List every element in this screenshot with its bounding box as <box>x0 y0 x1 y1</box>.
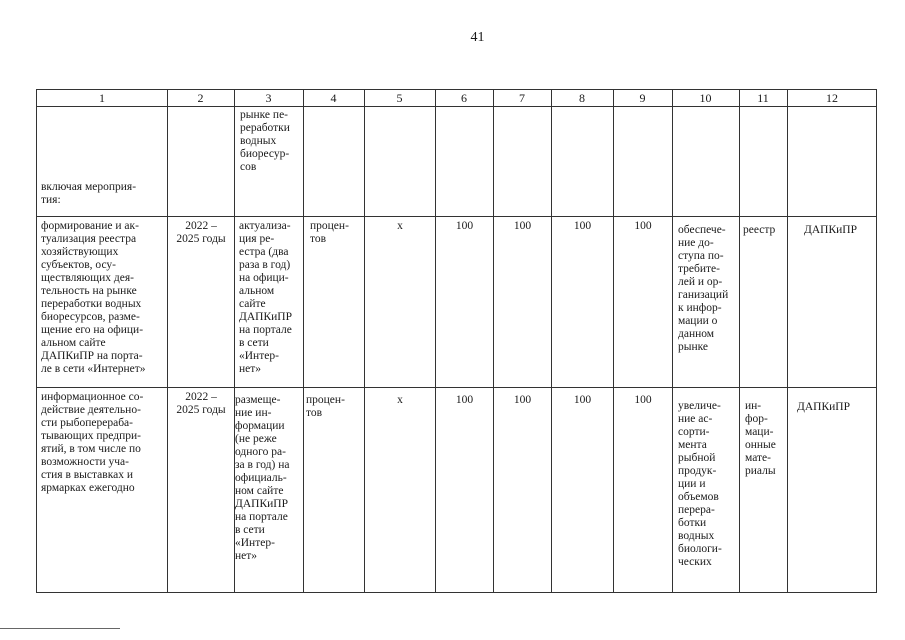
row-b-col-9: 100 <box>634 394 652 406</box>
header-col-9: 9 <box>639 91 646 105</box>
header-col-12: 12 <box>826 91 838 105</box>
footer-rule <box>0 628 120 629</box>
header-col-7: 7 <box>519 91 525 105</box>
continued-row-col-3: рынке пе- реработки водных биоресур- сов <box>240 109 290 173</box>
page-number: 41 <box>470 30 485 45</box>
row-a-col-10: обеспече- ние до- ступа по- требите- лей и ор- ганизаций к инфор- мации о данном рынке <box>678 224 729 353</box>
row-a-col-5: х <box>397 220 403 232</box>
row-a-col-2: 2022 – 2025 годы <box>176 220 226 245</box>
header-col-2: 2 <box>197 91 204 105</box>
row-b-col-11: ин- фор- маци- онные мате- риалы <box>745 400 776 477</box>
header-col-6: 6 <box>461 91 467 105</box>
row-b-col-2: 2022 – 2025 годы <box>176 391 226 416</box>
row-b-col-3: размеще- ние ин- формации (не реже одного ра- за в год) на официаль- ном сайте ДАПКиПР на портале в сети «Интер- нет» <box>235 394 290 562</box>
header-col-4: 4 <box>330 91 337 105</box>
row-b-col-10: увеличе- ние ас- сорти- мента рыбной продук- ции и объемов переpa- ботки водных биологи- ческих <box>678 400 722 568</box>
row-b-col-8: 100 <box>573 394 592 406</box>
row-b-col-6: 100 <box>455 394 474 406</box>
row-a-col-7: 100 <box>513 220 532 232</box>
header-col-10: 10 <box>699 91 712 105</box>
row-a-col-8: 100 <box>573 220 592 232</box>
data-table <box>36 89 877 593</box>
row-b-col-7: 100 <box>513 394 532 406</box>
row-a-col-9: 100 <box>634 220 652 232</box>
row-a-col-12: ДАПКиПР <box>804 224 857 236</box>
header-col-1: 1 <box>99 91 105 105</box>
header-col-3: 3 <box>265 91 272 105</box>
row-a-col-11: реестр <box>743 224 776 236</box>
header-col-8: 8 <box>579 91 585 105</box>
row-b-col-5: х <box>397 394 403 406</box>
row-a-col-4: процен- тов <box>310 220 349 245</box>
continued-row-col-1: включая мероприя- тия: <box>41 181 137 206</box>
row-b-col-1: информационное со- действие деятельно- сти рыбоперераба- тывающих предпри- ятий, в том числе по возможности уча- стия в выставках и ярмарках ежегодно <box>41 391 144 494</box>
row-b-col-4: процен- тов <box>306 394 345 419</box>
row-a-col-6: 100 <box>455 220 474 232</box>
header-col-5: 5 <box>396 91 403 105</box>
row-b-col-12: ДАПКиПР <box>797 401 850 413</box>
row-a-col-1: формирование и ак- туализация реестра хозяйствующих субъектов, осу- ществляющих дея- тельность на рынке переработки водных биоресурсов, разме- щение его на офици- альном сайте ДАПКиПР на порта- ле в сети «Интернет» <box>41 220 146 375</box>
row-a-col-3: актуализа- ция ре- естра (два раза в год) на офици- альном сайте ДАПКиПР на портале в сети «Интер- нет» <box>239 220 292 375</box>
header-col-11: 11 <box>757 91 769 105</box>
